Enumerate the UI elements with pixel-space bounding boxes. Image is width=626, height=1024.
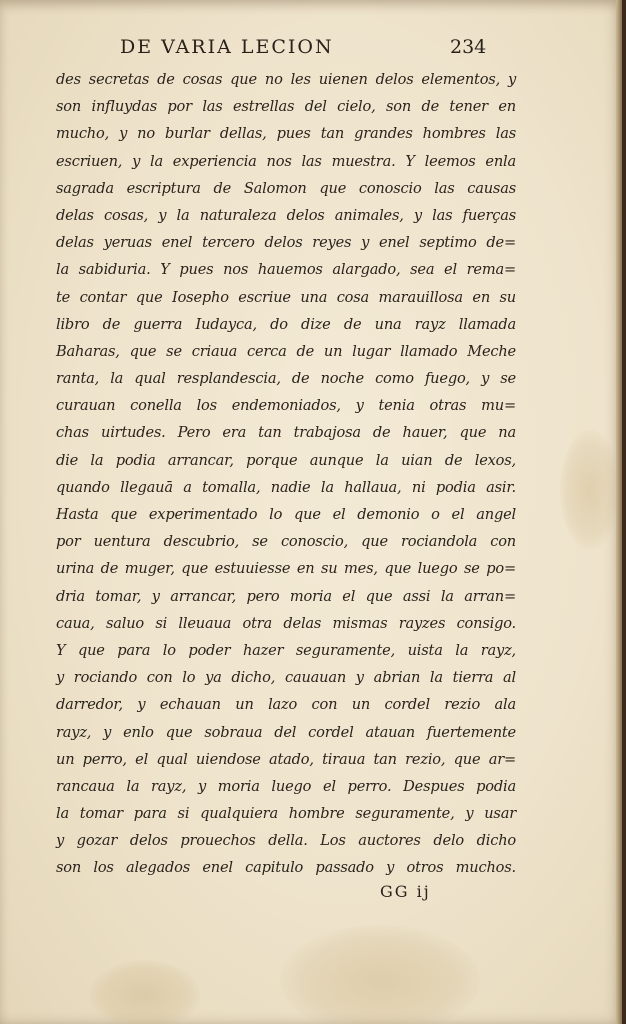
text-line: son influydas por las estrellas del cielo, son de tener en: [56, 98, 516, 116]
text-line: escriuen, y la experiencia nos las muestra. Y leemos enla: [56, 152, 516, 170]
text-line: la tomar para si qualquiera hombre seguramente, y usar: [56, 805, 516, 823]
text-line: urina de muger, que estuuiesse en su mes, que luego se po=: [56, 560, 516, 578]
text-line: delas yeruas enel tercero delos reyes y enel septimo de=: [56, 234, 516, 252]
body-text: [56, 66, 516, 882]
running-head: [120, 36, 500, 64]
page-number: 234: [450, 36, 487, 58]
water-stain: [90, 960, 200, 1024]
text-line: rayz, y enlo que sobraua del cordel atauan fuertemente: [56, 723, 516, 741]
text-line: die la podia arrancar, porque aunque la uian de lexos,: [56, 451, 516, 469]
text-line: la sabiduria. Y pues nos hauemos alargado, sea el rema=: [56, 261, 516, 279]
text-line: libro de guerra Iudayca, do dize de una rayz llamada: [56, 315, 516, 333]
text-line: te contar que Iosepho escriue una cosa marauillosa en su: [56, 288, 516, 306]
text-line: Hasta que experimentado lo que el demonio o el angel: [56, 506, 516, 523]
text-line: caua, saluo si lleuaua otra delas mismas rayzes consigo.: [56, 614, 516, 632]
text-line: delas cosas, y la naturaleza delos animales, y las fuerças: [56, 206, 516, 224]
text-line: curauan conella los endemoniados, y tenia otras mu=: [56, 397, 516, 415]
text-line: chas uirtudes. Pero era tan trabajosa de hauer, que na: [56, 424, 516, 442]
text-line: Y que para lo poder hazer seguramente, uista la rayz,: [56, 641, 516, 659]
text-line: darredor, y echauan un lazo con un cordel rezio ala: [56, 696, 516, 714]
text-line: rancaua la rayz, y moria luego el perro. Despues podia: [56, 777, 516, 795]
water-stain: [280, 925, 480, 1024]
text-line: son los alegados enel capitulo passado y otros muchos.: [56, 859, 516, 877]
signature-mark: GG ij: [380, 882, 431, 901]
text-line: mucho, y no burlar dellas, pues tan grandes hombres las: [56, 125, 516, 143]
text-line: quando llegauā a tomalla, nadie la hallaua, ni podia asir.: [56, 478, 516, 496]
text-line: Baharas, que se criaua cerca de un lugar llamado Meche: [56, 342, 516, 360]
text-line: y gozar delos prouechos della. Los auctores delo dicho: [56, 832, 516, 850]
text-line: y rociando con lo ya dicho, cauauan y abrian la tierra al: [56, 669, 516, 687]
text-line: ranta, la qual resplandescia, de noche como fuego, y se: [56, 370, 516, 388]
text-line: por uentura descubrio, se conoscio, que rociandola con: [56, 533, 516, 551]
water-stain: [560, 430, 620, 550]
text-line: dria tomar, y arrancar, pero moria el que assi la arran=: [56, 587, 516, 605]
text-line: sagrada escriptura de Salomon que conoscio las causas: [56, 179, 516, 197]
text-line: des secretas de cosas que no les uienen delos elementos, y: [56, 71, 516, 88]
text-line: un perro, el qual uiendose atado, tiraua tan rezio, que ar=: [56, 750, 516, 768]
running-head-title: DE VARIA LECION: [120, 36, 334, 58]
page-edge: [616, 0, 622, 1024]
